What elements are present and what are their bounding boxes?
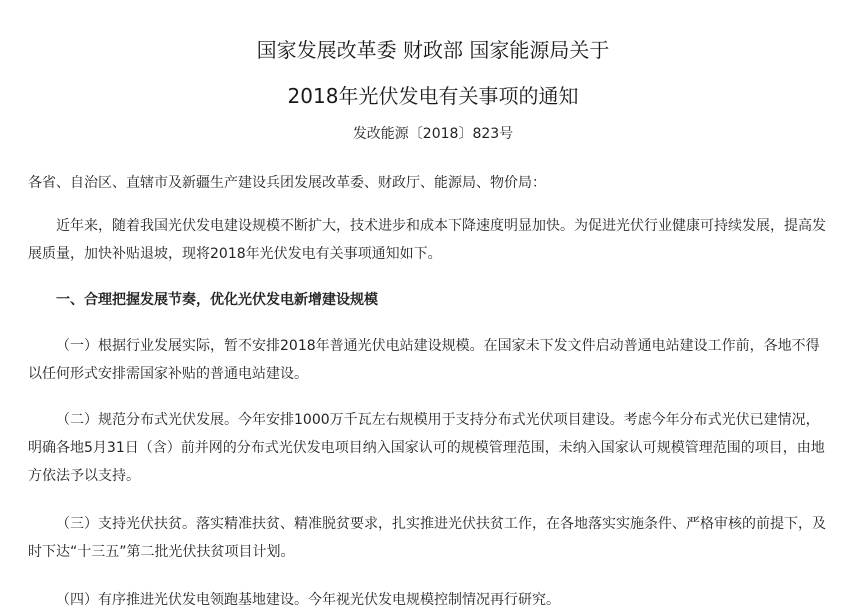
item-paragraph-4: （四）有序推进光伏发电领跑基地建设。今年视光伏发电规模控制情况再行研究。 bbox=[56, 592, 560, 608]
document-title-line1: 国家发展改革委 财政部 国家能源局关于 bbox=[256, 38, 610, 62]
section-heading-1: 一、合理把握发展节奏，优化光伏发电新增建设规模 bbox=[56, 292, 378, 308]
item-paragraph-1: （一）根据行业发展实际，暂不安排2018年普通光伏电站建设规模。在国家未下发文件启动普通电站建设工作前，各地不得以任何形式安排需国家补贴的普通电站建设。 bbox=[28, 338, 820, 382]
document-number: 发改能源〔2018〕823号 bbox=[352, 126, 514, 142]
addressee: 各省、自治区、直辖市及新疆生产建设兵团发展改革委、财政厅、能源局、物价局： bbox=[28, 175, 546, 191]
item-paragraph-3: （三）支持光伏扶贫。落实精准扶贫、精准脱贫要求，扎实推进光伏扶贫工作，在各地落实实施条件、严格审核的前提下，及时下达“十三五”第二批光伏扶贫项目计划。 bbox=[28, 516, 826, 560]
item-paragraph-2: （二）规范分布式光伏发展。今年安排1000万千瓦左右规模用于支持分布式光伏项目建设。考虑今年分布式光伏已建情况，明确各地5月31日（含）前并网的分布式光伏发电项目纳入国家认可的规模管理范围，未纳入国家认可规模管理范围的项目，由地方依法予以支持。 bbox=[28, 412, 825, 484]
document-title-line2: 2018年光伏发电有关事项的通知 bbox=[287, 84, 579, 108]
intro-paragraph: 近年来，随着我国光伏发电建设规模不断扩大，技术进步和成本下降速度明显加快。为促进光伏行业健康可持续发展，提高发展质量，加快补贴退坡，现将2018年光伏发电有关事项通知如下。 bbox=[28, 218, 826, 262]
